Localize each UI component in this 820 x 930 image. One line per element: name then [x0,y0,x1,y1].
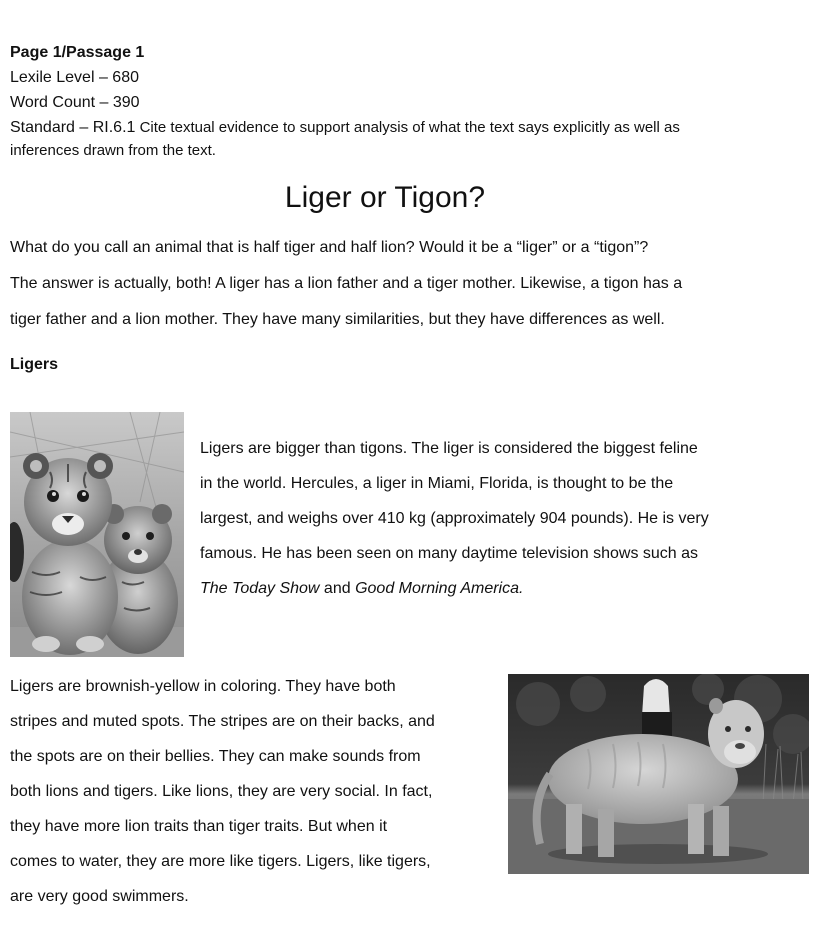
paragraph-line: the spots are on their bellies. They can make sounds from [10,748,421,765]
liger-cubs-image [10,412,184,657]
paragraph-line: comes to water, they are more like tigers. Ligers, like tigers, [10,853,431,870]
intro-line: What do you call an animal that is half tiger and half lion? Would it be a “liger” or a “tigon”? [10,239,649,256]
standard-line [10,115,810,140]
paragraph-line: Ligers are brownish-yellow in coloring. They have both [10,678,396,695]
paragraph-line: both lions and tigers. Like lions, they are very social. In fact, [10,783,433,800]
paragraph-line [200,571,800,606]
adult-liger-image [508,674,809,874]
intro-line: tiger father and a lion mother. They have many similarities, but they have differences as well. [10,311,665,328]
paragraph-line: in the world. Hercules, a liger in Miami, Florida, is thought to be the [200,475,674,492]
intro-paragraph [10,230,810,338]
paragraph-line: are very good swimmers. [10,888,189,905]
paragraph-line: they have more lion traits than tiger traits. But when it [10,818,388,835]
intro-line: The answer is actually, both! A liger has a lion father and a tiger mother. Likewise, a tigon has a [10,275,683,292]
passage-header [10,40,810,162]
page-passage-label: Page 1/Passage 1 [10,44,145,61]
lexile-level: Lexile Level – 680 [10,69,139,86]
paragraph-line: stripes and muted spots. The stripes are on their backs, and [10,713,435,730]
standard-description: Cite textual evidence to support analysis of what the text says explicitly as well as [135,119,680,136]
passage-title: Liger or Tigon? [284,181,486,214]
paragraph-line: largest, and weighs over 410 kg (approximately 904 pounds). He is very [200,510,709,527]
section-heading-ligers: Ligers [10,356,59,373]
paragraph-line: Ligers are bigger than tigons. The liger is considered the biggest feline [200,440,698,457]
standard-code: Standard – RI.6.1 [10,119,136,136]
show-title-today: The Today Show [200,580,320,597]
ligers-traits-paragraph [10,669,500,914]
paragraph-line: famous. He has been seen on many daytime television shows such as [200,545,699,562]
standard-description-continued: inferences drawn from the text. [10,142,216,159]
ligers-size-paragraph [200,431,800,606]
conjunction: and [319,580,356,597]
word-count: Word Count – 390 [10,94,140,111]
show-title-gma: Good Morning America. [355,580,524,597]
